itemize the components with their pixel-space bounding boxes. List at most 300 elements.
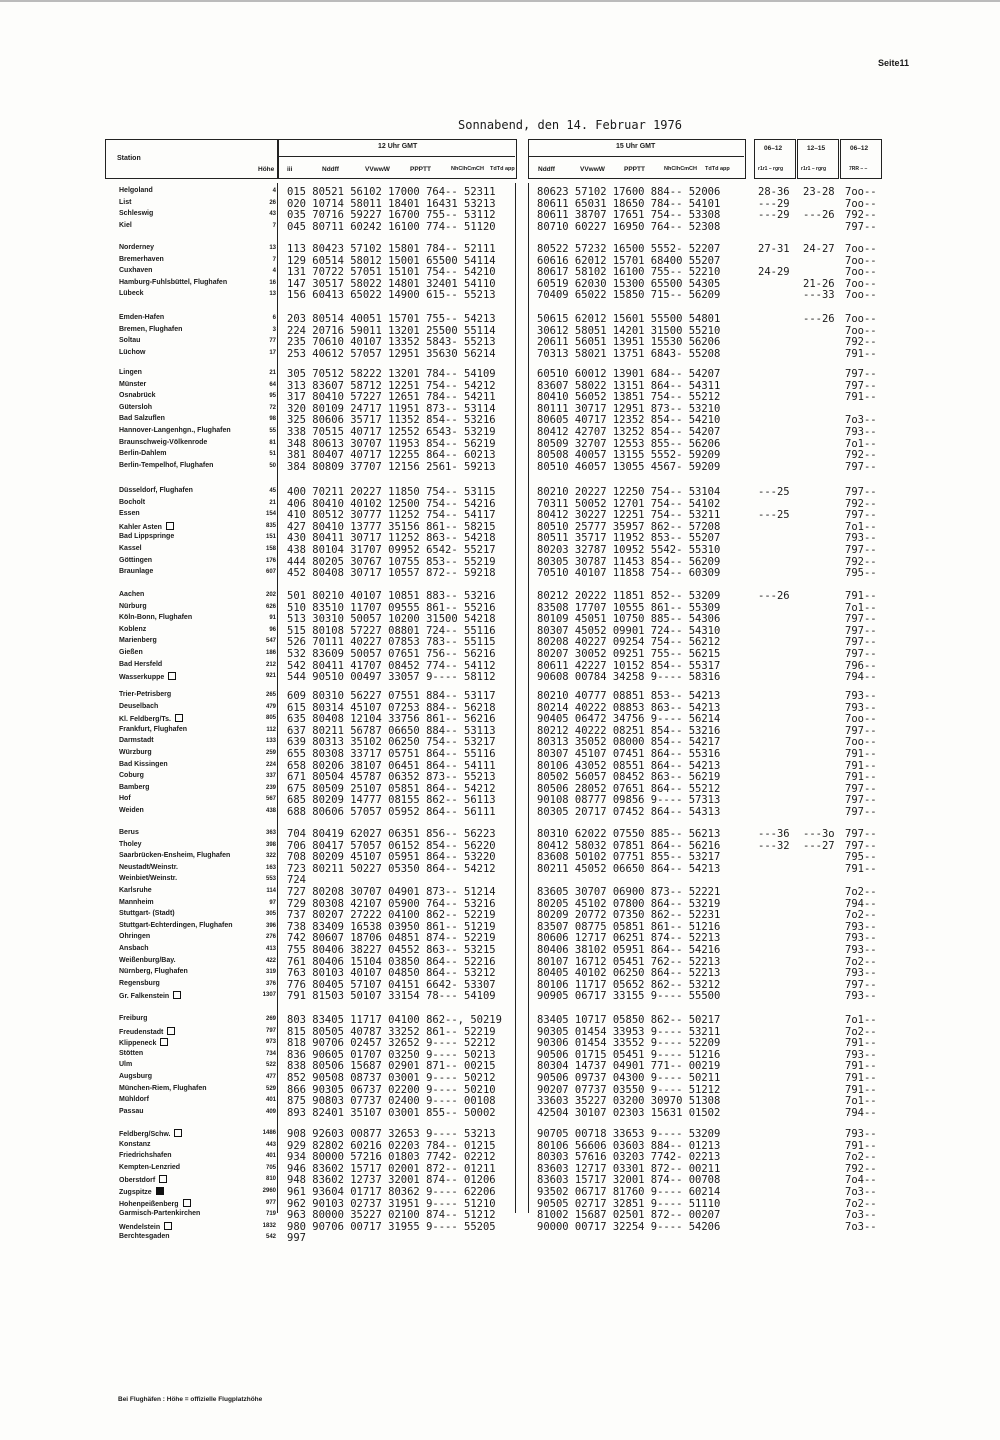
table-row [0,380,1000,391]
obs-15-utc: 80208 40227 09254 754-- 56212 [537,636,721,649]
obs-12-utc: 513 30310 50057 10200 31500 54218 [287,613,496,626]
station-label: Garmisch-Partenkirchen [119,1210,201,1218]
station-altitude: 269 [265,1016,276,1022]
precip-06-12: 792-- [845,497,877,510]
station-altitude: 398 [265,841,276,848]
c15-ppptt: PPPTT [624,166,645,173]
obs-12-utc: 020 10714 58011 18401 16431 53213 [287,197,496,210]
precip-06-12: 797-- [845,839,877,852]
station-altitude: 13 [269,291,276,298]
header-divider [528,156,744,157]
station-label: Feldberg/Schw. [119,1131,171,1138]
station-label: Aachen [119,591,145,598]
obs-15-utc: 90305 01454 33953 9---- 53211 [537,1025,721,1038]
station-name [119,1199,191,1208]
precip-06-12: 7o1-- [845,1095,877,1108]
obs-12-utc: 381 80407 40717 12255 864-- 60213 [287,449,496,462]
station-name [119,439,207,446]
precip-06-12: 793-- [845,1048,877,1061]
obs-12-utc: 737 80207 27222 04100 862-- 52219 [287,909,496,922]
temp-range-06-12: 24-29 [758,266,790,279]
obs-12-utc: 338 70515 40717 12552 6543- 53219 [287,426,496,438]
station-altitude: 77 [269,338,276,345]
obs-12-utc: 410 80512 30777 11252 754-- 54117 [287,509,496,522]
station-name [119,557,152,564]
obs-15-utc: 80511 35717 11952 853-- 55207 [537,532,721,545]
obs-12-utc: 818 90706 02457 32652 9---- 52212 [287,1037,496,1050]
obs-15-utc: 80214 40222 08853 863-- 54213 [537,701,721,714]
obs-15-utc: 80305 30787 11453 854-- 56209 [537,555,721,568]
station-altitude: 212 [265,661,276,668]
x2-sub-header: r1r1 – rgrg [801,166,827,172]
station-name [119,910,175,917]
obs-12-utc: 655 80308 33717 05751 864-- 55116 [287,748,496,760]
precip-06-12: 7o4-- [845,1174,877,1187]
obs-12-utc: 015 80521 56102 17000 764-- 52311 [287,186,496,198]
precip-06-12: 793-- [845,920,877,933]
station-name [119,1141,151,1148]
precip-06-12: 797-- [845,544,877,556]
obs-15-utc: 80307 45107 07451 864-- 55316 [537,748,721,760]
station-name [119,381,146,388]
station-name [119,795,131,802]
c15-nddff: Nddff [538,166,555,173]
station-altitude: 26 [269,199,276,206]
station-label: Bad Salzuflen [119,415,165,423]
precip-06-12: 794-- [845,671,877,684]
table-row [0,736,1000,747]
station-altitude: 17 [269,349,276,356]
station-altitude: 112 [266,726,276,733]
table-row [0,702,1000,713]
precip-06-12: 791-- [845,1072,877,1084]
station-label: Lüchow [119,348,146,356]
table-row [0,461,1000,472]
station-altitude: 7 [272,256,276,263]
station-altitude: 202 [265,592,276,598]
table-row [0,509,1000,520]
station-label: Osnabrück [119,392,156,400]
temp-range-12-15: ---3o [803,828,835,840]
station-name [119,672,176,681]
obs-15-utc: 80310 62022 07550 885-- 56213 [537,828,721,840]
station-altitude: 158 [265,546,276,552]
station-name [119,1129,182,1138]
obs-15-utc: 90905 06717 33155 9---- 55500 [537,990,721,1003]
station-name [119,887,152,894]
station-name [119,591,144,598]
obs-15-utc: 90506 01715 05451 9---- 51216 [537,1048,721,1061]
obs-12-utc: 317 80410 57227 12651 784-- 54211 [287,391,496,404]
station-altitude: 322 [265,853,276,860]
precip-06-12: 7o2-- [845,1025,877,1038]
precip-06-12: 793-- [845,944,877,956]
table-row [0,266,1000,277]
station-name [119,1085,207,1092]
precip-06-12: 7o3-- [845,1209,877,1222]
obs-12-utc: 325 80606 35717 11352 854-- 53216 [287,414,496,427]
obs-12-utc: 113 80423 57102 15801 784-- 52111 [287,243,496,255]
station-name [119,714,183,723]
page-number: Seite11 [878,58,910,68]
obs-15-utc: 80211 45052 06650 864-- 54213 [537,862,721,875]
obs-15-utc: 83507 08775 05851 861-- 51216 [537,920,721,933]
table-row [0,840,1000,851]
station-name [119,726,187,733]
obs-12-utc: 708 80209 45107 05951 864-- 53220 [287,851,496,864]
station-altitude: 50 [269,462,276,469]
obs-15-utc: 60519 62030 15300 65500 54305 [537,277,721,290]
station-name [119,415,165,422]
table-row [0,556,1000,567]
station-name [119,337,140,344]
station-altitude: 133 [265,738,276,745]
station-altitude: 4 [272,268,276,275]
station-label: Berchtesgaden [119,1233,170,1241]
station-label: Berlin-Tempelhof, Flughafen [119,461,214,469]
station-label: Stuttgart-Echterdingen, Flughafen [119,921,233,929]
obs-12-utc: 929 82802 60216 02203 784-- 01215 [287,1139,496,1152]
station-name [119,1152,172,1159]
station-altitude: 705 [265,1164,276,1171]
temp-range-12-15: ---26 [803,209,835,222]
station-name [119,404,152,411]
station-label: Wendelstein [119,1223,161,1231]
station-label: Kempten-Lenzried [119,1163,181,1171]
station-altitude: 363 [265,830,276,836]
station-altitude: 522 [265,1062,276,1069]
precip-06-12: 791-- [845,1083,877,1096]
precip-06-12: 797-- [845,368,877,380]
obs-15-utc: 80605 40717 12352 854-- 54210 [537,414,721,427]
obs-12-utc: 706 80417 57057 06152 854-- 56220 [287,839,496,852]
precip-06-12: 793-- [845,1128,877,1140]
station-name [119,1222,172,1231]
obs-15-utc: 83603 12717 03301 872-- 00211 [537,1162,721,1175]
c15-vvwww: VVwwW [580,166,605,173]
station-altitude: 1486 [262,1130,276,1136]
station-name [119,210,153,217]
precip-06-12: 7oo-- [845,243,877,255]
precip-06-12: 793-- [845,426,877,438]
station-label: Bremerhaven [119,255,164,263]
precip-06-12: 791-- [845,1139,877,1152]
station-label: Kahler Asten [119,523,162,531]
table-row [0,1174,1000,1185]
obs-15-utc: 70409 65022 15850 715-- 56209 [537,289,721,302]
obs-15-utc: 83603 15717 32001 874-- 00708 [537,1174,721,1187]
station-label: Ansbach [119,945,149,952]
obs-12-utc: 875 90803 07737 02400 9---- 00108 [287,1095,496,1108]
table-row [0,567,1000,578]
obs-12-utc: 893 82401 35107 03001 855-- 50002 [287,1106,496,1119]
precip-06-12: 797-- [845,509,877,522]
precip-06-12: 797-- [845,460,877,473]
obs-15-utc: 81002 15687 02501 872-- 00207 [537,1209,721,1222]
obs-15-utc: 80106 43052 08551 864-- 54213 [537,759,721,772]
obs-15-utc: 80412 58032 07851 864-- 56216 [537,839,721,852]
obs-12-utc: 384 80809 37707 12156 2561- 59213 [287,460,496,473]
obs-15-utc: 33603 35227 03200 30970 51308 [537,1095,721,1108]
c12-tdtd: TdTd app [490,166,515,172]
station-label: Passau [119,1107,144,1115]
precip-06-12: 7o2-- [845,955,877,968]
precip-06-12: 792-- [845,209,877,222]
station-label: Oberstdorf [119,1177,156,1185]
station-name [119,279,227,286]
table-row [0,1128,1000,1139]
table-row [0,243,1000,254]
table-row [0,851,1000,862]
obs-12-utc: 510 83510 11707 09555 861-- 55216 [287,601,496,614]
open-square-icon [164,1222,172,1230]
station-label: Zugspitze [119,1189,152,1196]
precip-06-12: 7o1-- [845,437,877,450]
table-row [0,414,1000,425]
station-altitude: 396 [265,922,276,929]
obs-12-utc: 253 40612 57057 12951 35630 56214 [287,347,496,360]
station-label: Karlsruhe [119,887,152,894]
station-name [119,1175,167,1184]
open-square-icon [159,1175,167,1183]
obs-12-utc: 305 70512 58222 13201 784-- 54109 [287,368,496,380]
precip-06-12: 795-- [845,567,877,580]
station-label: Mannheim [119,898,154,906]
station-label: Mühldorf [119,1096,149,1104]
station-name [119,349,145,356]
station-altitude: 376 [265,980,276,987]
obs-12-utc: 406 80410 40102 12500 754-- 54216 [287,497,496,510]
station-name [119,899,154,906]
table-row [0,1140,1000,1151]
temp-range-12-15: 21-26 [803,277,835,290]
filled-square-icon [156,1187,164,1195]
station-altitude: 973 [265,1039,276,1046]
obs-15-utc: 80509 32707 12553 855-- 56206 [537,437,721,450]
station-label: Lübeck [119,290,144,298]
table-row [0,1026,1000,1037]
station-altitude: 607 [265,569,276,576]
table-row [0,1060,1000,1071]
station-altitude: 443 [265,1141,276,1148]
station-altitude: 305 [265,911,276,918]
station-name [119,1015,147,1022]
station-label: Schleswig [119,210,154,218]
obs-12-utc: 685 80209 14777 08155 862-- 56113 [287,794,496,807]
station-altitude: 239 [265,784,276,791]
table-row [0,863,1000,874]
obs-15-utc: 83508 17707 10555 861-- 55309 [537,601,721,614]
station-label: Münster [119,380,147,388]
station-altitude: 154 [265,511,276,518]
open-square-icon [174,1129,182,1137]
station-name [119,545,142,552]
table-row [0,771,1000,782]
table-row [0,521,1000,532]
x2-header: 12–15 [807,145,826,152]
obs-15-utc: 80212 40222 08251 854-- 53216 [537,724,721,737]
station-label: Braunlage [119,568,154,576]
c12-ppptt: PPPTT [410,166,431,173]
precip-06-12: 797-- [845,486,877,498]
obs-12-utc: 400 70211 20227 11850 754-- 53115 [287,486,496,498]
table-row [0,979,1000,990]
table-row [0,886,1000,897]
obs-15-utc: 80406 38102 05951 864-- 54216 [537,944,721,956]
station-label: Freudenstadt [119,1028,164,1036]
station-label: Konstanz [119,1140,151,1148]
table-row [0,613,1000,624]
station-label: Weißenburg/Bay. [119,956,176,964]
obs-15-utc: 80412 42707 13252 854-- 54207 [537,426,721,438]
station-altitude: 810 [265,1176,276,1183]
station-name [119,1027,175,1036]
obs-12-utc: 852 90508 08737 03001 9---- 50212 [287,1072,496,1084]
precip-06-12: 795-- [845,851,877,864]
station-altitude: 224 [265,761,276,768]
obs-15-utc: 83605 30707 06900 873-- 52221 [537,886,721,898]
station-name [119,1108,144,1115]
station-label: Emden-Hafen [119,314,165,321]
station-altitude: 163 [265,864,276,871]
table-row [0,1084,1000,1095]
station-label: Stötten [119,1049,144,1057]
station-name [119,703,158,710]
obs-12-utc: 542 80411 41707 08452 774-- 54112 [287,659,496,672]
precip-06-12: 797-- [845,978,877,991]
station-name [119,222,132,229]
station-altitude: 719 [265,1211,276,1218]
precip-06-12: 7oo-- [845,254,877,267]
station-name [119,522,174,531]
obs-12-utc: 515 80108 57227 08801 724-- 55116 [287,624,496,637]
table-row [0,713,1000,724]
obs-12-utc: 934 80000 57216 01803 7742- 02212 [287,1151,496,1164]
precip-06-12: 7o3-- [845,414,877,427]
obs-15-utc: 90405 06472 34756 9---- 56214 [537,713,721,726]
station-name [119,991,181,1000]
obs-12-utc: 738 83409 16538 03950 861-- 51219 [287,920,496,933]
obs-15-utc: 80210 20227 12250 754-- 53104 [537,486,721,498]
obs-12-utc: 635 80408 12104 33756 861-- 56216 [287,713,496,726]
obs-15-utc: 80106 56606 03603 884-- 01213 [537,1139,721,1152]
station-altitude: 797 [265,1027,276,1034]
station-altitude: 422 [265,957,276,964]
station-altitude: 7 [272,222,276,229]
obs-15-utc: 80111 30717 12951 873-- 53210 [537,402,721,415]
precip-06-12: 7oo-- [845,186,877,198]
station-label: Norderney [119,244,155,251]
obs-12-utc: 313 83607 58712 12251 754-- 54212 [287,379,496,392]
obs-12-utc: 235 70610 40107 13352 5843- 55213 [287,336,496,349]
station-name [119,637,157,644]
obs-15-utc: 80107 16712 05451 762-- 52213 [537,955,721,968]
obs-12-utc: 997 [287,1232,306,1245]
iii-header: iii [287,166,293,173]
open-square-icon [183,1199,191,1207]
station-name [119,1096,149,1103]
station-name [119,244,154,251]
station-altitude: 96 [269,626,276,633]
station-label: Bremen, Flughafen [119,325,183,333]
obs-15-utc: 80510 25777 35957 862-- 57208 [537,520,721,533]
station-name [119,603,147,610]
station-name [119,267,152,274]
x1-sub-header: r1r1 – rgrg [758,166,784,172]
station-label: Saarbrücken-Ensheim, Flughafen [119,852,231,860]
station-label: Kl. Feldberg/Ts. [119,716,171,724]
obs-15-utc: 80207 30052 09251 755-- 56215 [537,648,721,660]
precip-06-12: 797-- [845,379,877,392]
obs-12-utc: 723 80211 50227 05350 864-- 54212 [287,862,496,875]
c15-tdtd: TdTd app [705,166,730,172]
station-altitude: 64 [269,381,276,388]
station-altitude: 479 [265,703,276,710]
table-row [0,1198,1000,1209]
obs-12-utc: 908 92603 00877 32653 9---- 53213 [287,1128,496,1140]
station-altitude: 401 [265,1153,276,1160]
station-label: Göttingen [119,556,153,564]
station-label: Essen [119,510,140,518]
top-edge-line [0,0,1000,2]
station-name [119,199,131,206]
station-name [119,626,146,633]
open-square-icon [166,522,174,530]
station-name [119,462,213,469]
precip-06-12: 797-- [845,648,877,660]
table-row [0,806,1000,817]
obs-12-utc: 156 60413 65022 14900 615-- 55213 [287,289,496,302]
obs-15-utc: 90108 08777 09856 9---- 57313 [537,794,721,807]
temp-range-06-12: ---25 [758,509,790,522]
obs-12-utc: 742 80607 18706 04851 874-- 52219 [287,932,496,945]
station-label: Tholey [119,840,142,848]
table-row [0,690,1000,701]
station-altitude: 55 [269,428,276,434]
station-header: Station [117,155,141,162]
obs-12-utc: 532 83609 50057 07651 756-- 56216 [287,648,496,660]
station-name [119,1038,168,1047]
station-name [119,427,231,434]
precip-06-12: 797-- [845,636,877,649]
c12-nddff: Nddff [322,166,339,173]
page-title: Sonnabend, den 14. Februar 1976 [458,118,682,132]
station-label: Ohringen [119,933,151,941]
precip-06-12: 7o2-- [845,909,877,922]
station-altitude: 547 [265,638,276,645]
station-label: Bamberg [119,783,150,791]
station-altitude: 186 [265,650,276,656]
station-altitude: 98 [269,416,276,423]
open-square-icon [160,1038,168,1046]
table-row [0,449,1000,460]
table-row [0,1163,1000,1174]
precip-06-12: 791-- [845,1037,877,1050]
table-row [0,990,1000,1001]
temp-range-06-12: ---29 [758,209,790,222]
station-label: Freiburg [119,1015,148,1022]
temp-range-06-12: 28-36 [758,186,790,198]
obs-12-utc: 948 83602 12737 32001 874-- 01206 [287,1174,496,1187]
x3-sub-header: 7RR – – [849,166,868,172]
station-label: Bad Lippspringe [119,533,175,541]
station-label: Darmstadt [119,737,154,745]
table-row [0,967,1000,978]
obs-12-utc: 452 80408 30717 10557 872-- 59218 [287,567,496,580]
obs-15-utc: 42504 30107 02303 15631 01502 [537,1106,721,1119]
temp-range-06-12: 27-31 [758,243,790,255]
obs-15-utc: 60616 62012 15701 68400 55207 [537,254,721,267]
